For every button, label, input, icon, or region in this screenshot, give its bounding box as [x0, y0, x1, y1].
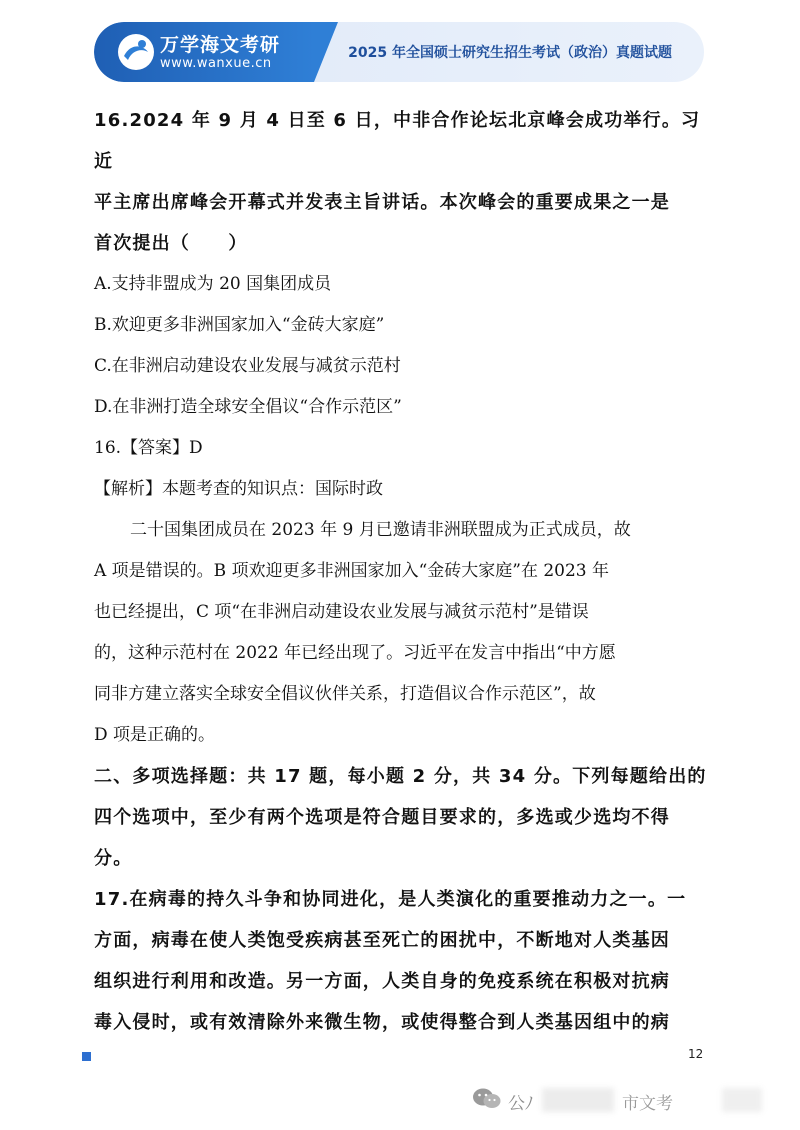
watermark-blur [542, 1088, 614, 1112]
page-number: 12 [688, 1047, 704, 1061]
section-heading-line: 二、多项选择题：共 17 题，每小题 2 分，共 34 分。下列每题给出的 [94, 766, 707, 787]
wechat-icon [472, 1086, 502, 1112]
brand-logo-block [94, 22, 314, 82]
option-c: C.在非洲启动建设农业发展与减贫示范村 [94, 356, 401, 376]
analysis-line: 也已经提出，C 项“在非洲启动建设农业发展与减贫示范村”是错误 [94, 602, 589, 622]
analysis-title: 【解析】本题考查的知识点：国际时政 [94, 479, 383, 499]
footer-marker [82, 1052, 91, 1061]
question16-stem-line: 平主席出席峰会开幕式并发表主旨讲话。本次峰会的重要成果之一是 [94, 192, 670, 213]
option-a: A.支持非盟成为 20 国集团成员 [94, 274, 332, 294]
watermark-text: 市文考 [622, 1094, 673, 1114]
question17-line: 毒入侵时，或有效清除外来微生物，或使得整合到人类基因组中的病 [94, 1012, 670, 1033]
page-content [94, 100, 710, 1043]
question16-stem-line: 16.2024 年 9 月 4 日至 6 日，中非合作论坛北京峰会成功举行。习近 [94, 110, 701, 172]
brand-name: 万学海文考研 [160, 34, 281, 56]
analysis-line: 的，这种示范村在 2022 年已经出现了。习近平在发言中指出“中方愿 [94, 643, 616, 663]
option-d: D.在非洲打造全球安全倡议“合作示范区” [94, 397, 402, 417]
question17-line: 17.在病毒的持久斗争和协同进化，是人类演化的重要推动力之一。一 [94, 889, 687, 910]
analysis-line: A 项是错误的。B 项欢迎更多非洲国家加入“金砖大家庭”在 2023 年 [94, 561, 610, 581]
watermark-blur [722, 1088, 762, 1112]
question16-stem-line: 首次提出（ ） [94, 233, 248, 254]
analysis-line: 同非方建立落实全球安全倡议伙伴关系，打造倡议合作示范区”，故 [94, 684, 596, 704]
brand-url: www.wanxue.cn [160, 56, 272, 71]
header-banner [94, 22, 704, 82]
analysis-line: 二十国集团成员在 2023 年 9 月已邀请非洲联盟成为正式成员，故 [130, 520, 631, 540]
exam-title: 2025 年全国硕士研究生招生考试（政治）真题试题 [348, 45, 672, 61]
watermark [472, 1082, 772, 1116]
answer-line: 16.【答案】D [94, 438, 203, 458]
option-b: B.欢迎更多非洲国家加入“金砖大家庭” [94, 315, 385, 335]
section-heading-line: 四个选项中，至少有两个选项是符合题目要求的，多选或少选均不得 [94, 807, 670, 828]
analysis-line: D 项是正确的。 [94, 725, 216, 745]
question17-line: 方面，病毒在使人类饱受疾病甚至死亡的困扰中，不断地对人类基因 [94, 930, 670, 951]
wanxue-logo-icon [116, 32, 156, 72]
section-heading-line: 分。 [94, 848, 133, 869]
question17-line: 组织进行利用和改造。另一方面，人类自身的免疫系统在积极对抗病 [94, 971, 670, 992]
watermark-text: 公ﾉ [508, 1094, 534, 1114]
